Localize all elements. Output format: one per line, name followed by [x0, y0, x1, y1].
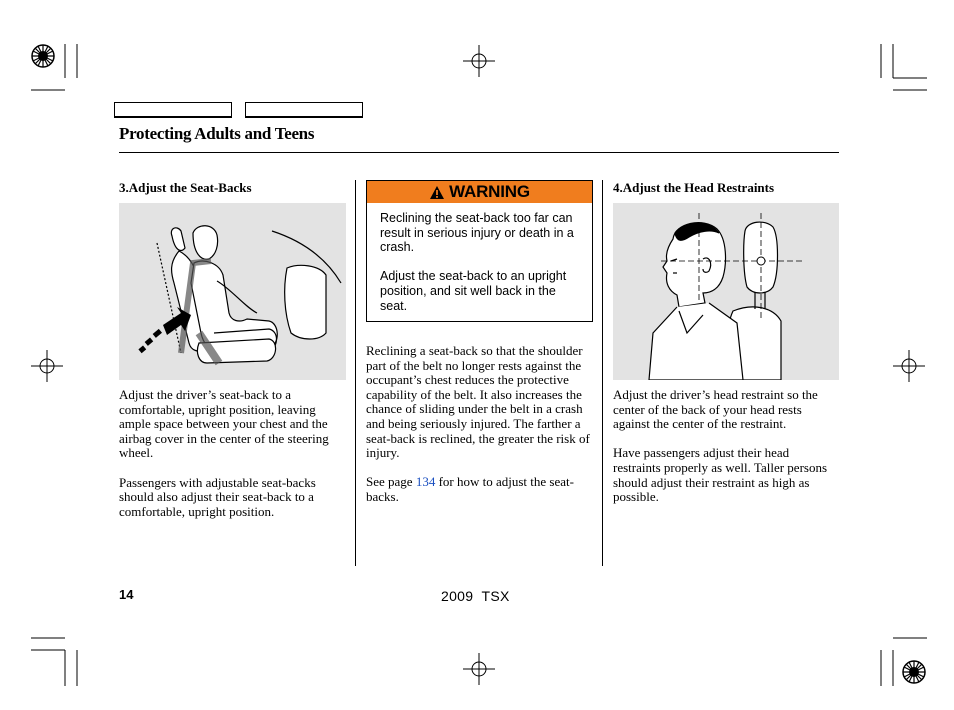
warning-box — [366, 180, 593, 322]
see-page-suffix: for how to adjust the seat-backs. — [366, 474, 574, 504]
head-restraint-figure — [613, 203, 839, 380]
head-restraint-paragraph-2: Have passengers adjust their head restraints properly as well. Taller persons should adjust their restraint as high as possible. — [613, 445, 828, 505]
head-restraint-illustration — [613, 203, 839, 380]
warning-triangle-icon — [429, 185, 445, 200]
warning-banner — [367, 181, 592, 203]
page-title: Protecting Adults and Teens — [119, 124, 315, 143]
registration-mark-icon — [901, 659, 927, 685]
registration-mark-icon — [30, 43, 56, 69]
seat-back-text — [119, 388, 339, 534]
head-restraint-heading: 4.Adjust the Head Restraints — [613, 180, 775, 195]
head-restraint-paragraph-1: Adjust the driver’s head restraint so the center of the back of your head rests against the center of the restraint. — [613, 387, 818, 432]
page-134-link[interactable]: 134 — [415, 474, 436, 490]
header-tab-1 — [114, 102, 232, 118]
seat-back-heading: 3.Adjust the Seat-Backs — [119, 180, 252, 195]
recline-paragraph: Reclining a seat-back so that the shoulder part of the belt no longer rests against the occupant’s chest reduces the protective capability of the belt. It also increases the chance of sliding under the belt in a crash and being seriously injured. The farther a seat-back is reclined, the greater the risk of injury. — [366, 343, 590, 461]
see-page-prefix: See page — [366, 474, 416, 490]
warning-paragraph-1: Reclining the seat-back too far can result in serious injury or death in a crash. — [380, 211, 574, 255]
header-tab-2 — [245, 102, 363, 118]
seat-back-paragraph-2: Passengers with adjustable seat-backs should also adjust their seat-back to a comfortable, upright position. — [119, 474, 316, 519]
see-page-paragraph — [366, 475, 592, 504]
seat-back-paragraph-1: Adjust the driver’s seat-back to a comfortable, upright position, leaving ample space between your chest and the airbag cover in the center of the steering wheel. — [119, 387, 329, 461]
warning-label: WARNING — [449, 182, 530, 201]
head-restraint-text — [613, 388, 839, 519]
seat-back-illustration — [119, 203, 346, 380]
warning-paragraph-2: Adjust the seat-back to an upright position, and sit well back in the seat. — [380, 269, 567, 313]
warning-text — [380, 211, 580, 328]
footer-model: 2009 TSX — [441, 588, 510, 604]
page-number: 14 — [119, 587, 134, 602]
column-divider-right — [602, 180, 603, 566]
title-divider — [119, 152, 839, 153]
seat-back-figure — [119, 203, 346, 380]
recline-text — [366, 344, 592, 519]
column-divider-left — [355, 180, 356, 566]
